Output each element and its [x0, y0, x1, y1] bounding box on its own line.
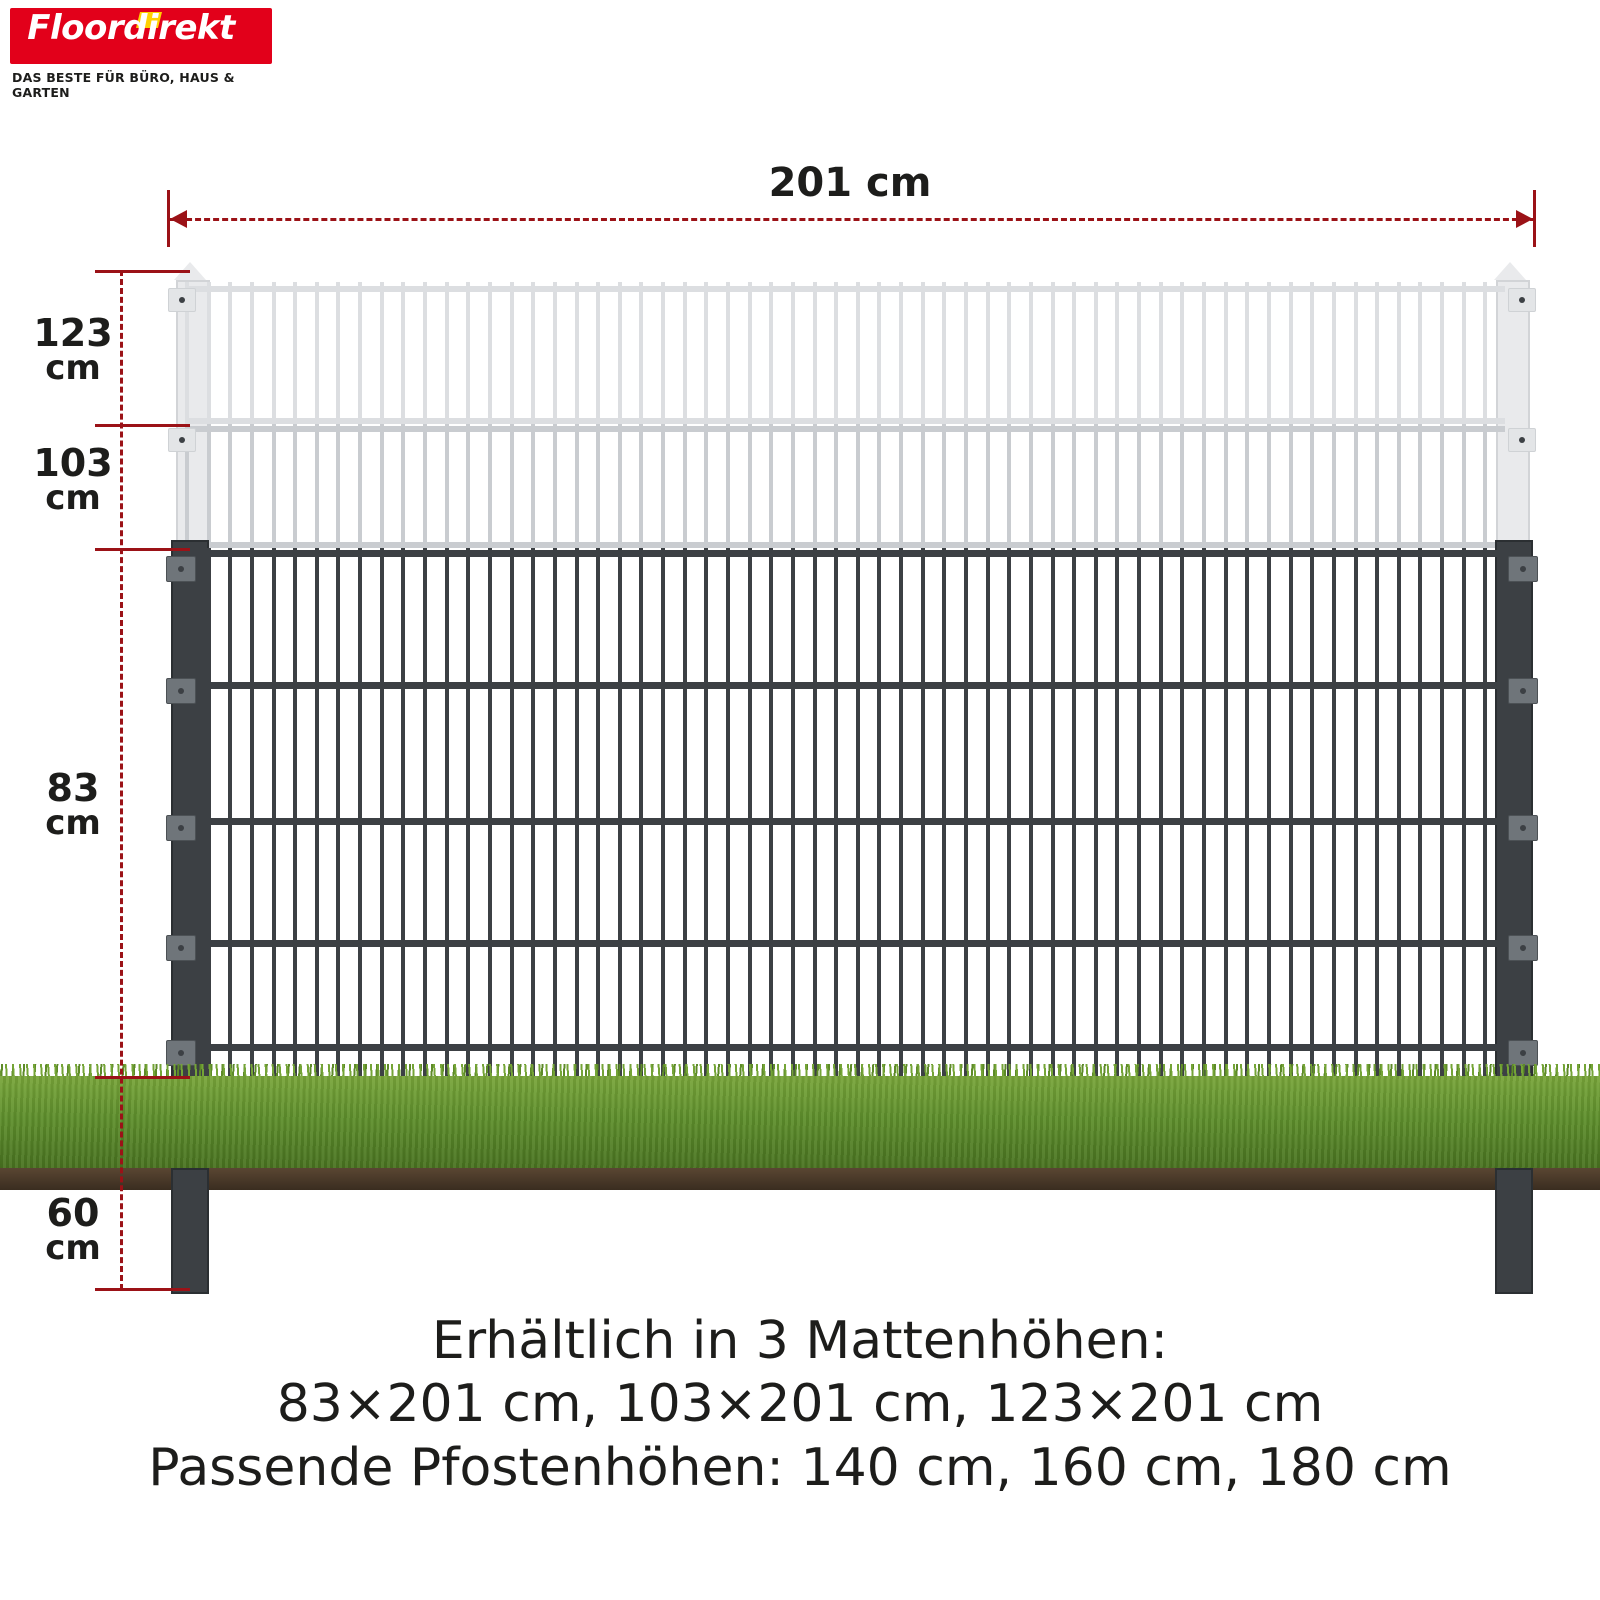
clip-1-left [166, 556, 196, 582]
post-left-underground [171, 1168, 209, 1294]
mesh-vertical-wire [1397, 282, 1401, 424]
mesh-vertical-wire [1332, 548, 1336, 1076]
mesh-vertical-wire [618, 424, 622, 548]
mesh-vertical-wire [1202, 424, 1206, 548]
height-tick-top [95, 270, 190, 273]
mesh-vertical-wire [1224, 548, 1228, 1076]
width-dimension-line [168, 218, 1536, 221]
mesh-vertical-wire [964, 548, 968, 1076]
mesh-vertical-wire [575, 424, 579, 548]
post-right-underground [1495, 1168, 1533, 1294]
mesh-vertical-wire [1094, 282, 1098, 424]
logo-tagline: DAS BESTE FÜR BÜRO, HAUS & GARTEN [12, 70, 235, 100]
mesh-vertical-wire [1115, 282, 1119, 424]
mesh-vertical-wire [1180, 548, 1184, 1076]
mesh-vertical-wire [942, 548, 946, 1076]
mesh-vertical-wire [1289, 424, 1293, 548]
clip-mid-left [168, 428, 196, 452]
mesh-vertical-wire [877, 424, 881, 548]
mesh-vertical-wire [986, 424, 990, 548]
mesh-vertical-wire [964, 282, 968, 424]
mesh-vertical-wire [1137, 282, 1141, 424]
mesh-vertical-wire [380, 424, 384, 548]
mesh-vertical-wire [466, 548, 470, 1076]
height-label-83-value: 83 [46, 766, 100, 810]
ghost-post-cap-right [1494, 262, 1526, 280]
mesh-vertical-wire [1354, 548, 1358, 1076]
mesh-vertical-wire [1462, 424, 1466, 548]
mesh-vertical-wire [488, 282, 492, 424]
soil-line [0, 1168, 1600, 1190]
height-label-60-unit: cm [45, 1228, 101, 1269]
mesh-vertical-wire [336, 282, 340, 424]
mesh-vertical-wire [639, 282, 643, 424]
mesh-vertical-wire [510, 424, 514, 548]
mesh-vertical-wire [813, 282, 817, 424]
mesh-vertical-wire [921, 548, 925, 1076]
mesh-vertical-wire [1310, 282, 1314, 424]
clip-4-left [166, 935, 196, 961]
mesh-vertical-wire [661, 548, 665, 1076]
mesh-vertical-wire [1354, 282, 1358, 424]
mesh-vertical-wire [1051, 424, 1055, 548]
mesh-vertical-wire [748, 282, 752, 424]
mesh-vertical-wire [856, 282, 860, 424]
mesh-vertical-wire [1159, 424, 1163, 548]
mesh-vertical-wire [726, 424, 730, 548]
clip-3-left [166, 815, 196, 841]
mesh-vertical-wire [856, 548, 860, 1076]
mesh-vertical-wire [488, 548, 492, 1076]
mesh-vertical-wire [1397, 424, 1401, 548]
mesh-vertical-wire [639, 548, 643, 1076]
mesh-vertical-wire [1007, 282, 1011, 424]
mesh-vertical-wire [877, 548, 881, 1076]
mesh-vertical-wire [1289, 282, 1293, 424]
mesh-vertical-wire [1462, 282, 1466, 424]
mesh-vertical-wire [336, 548, 340, 1076]
mesh-vertical-wire [1289, 548, 1293, 1076]
mesh-vertical-wire [207, 424, 211, 548]
mesh-vertical-wire [791, 282, 795, 424]
mesh-vertical-wire [856, 424, 860, 548]
mesh-horizontal-wire [185, 286, 1505, 292]
mesh-vertical-wire [315, 282, 319, 424]
mesh-vertical-wire [207, 548, 211, 1076]
mesh-vertical-wire [1332, 424, 1336, 548]
mesh-vertical-wire [1029, 548, 1033, 1076]
mesh-vertical-wire [553, 548, 557, 1076]
mesh-vertical-wire [921, 424, 925, 548]
clip-5-right [1508, 1040, 1538, 1066]
mesh-vertical-wire [704, 424, 708, 548]
mesh-vertical-wire [250, 282, 254, 424]
mesh-vertical-wire [272, 282, 276, 424]
mesh-vertical-wire [748, 548, 752, 1076]
mesh-vertical-wire [1051, 548, 1055, 1076]
mesh-vertical-wire [986, 548, 990, 1076]
height-label-123-value: 123 [33, 311, 113, 355]
mesh-vertical-wire [986, 282, 990, 424]
height-label-60 [18, 1191, 128, 1269]
mesh-vertical-wire [834, 548, 838, 1076]
mesh-vertical-wire [1354, 424, 1358, 548]
mesh-vertical-wire [531, 548, 535, 1076]
mesh-horizontal-wire [185, 550, 1505, 557]
width-dimension-cap-right [1533, 190, 1536, 247]
mesh-horizontal-wire [185, 682, 1505, 689]
arrow-left-icon [170, 210, 187, 228]
mesh-vertical-wire [358, 424, 362, 548]
clip-3-right [1508, 815, 1538, 841]
mesh-horizontal-wire [185, 818, 1505, 825]
mesh-vertical-wire [1094, 548, 1098, 1076]
mesh-vertical-wire [185, 548, 189, 1076]
mesh-vertical-wire [1462, 548, 1466, 1076]
mesh-vertical-wire [899, 282, 903, 424]
mesh-vertical-wire [791, 424, 795, 548]
mesh-vertical-wire [293, 424, 297, 548]
mesh-vertical-wire [1310, 548, 1314, 1076]
mesh-vertical-wire [769, 424, 773, 548]
mesh-vertical-wire [1397, 548, 1401, 1076]
mesh-vertical-wire [272, 424, 276, 548]
mesh-vertical-wire [1072, 282, 1076, 424]
mesh-vertical-wire [683, 424, 687, 548]
mesh-vertical-wire [531, 424, 535, 548]
mesh-vertical-wire [575, 548, 579, 1076]
mesh-vertical-wire [531, 282, 535, 424]
mesh-vertical-wire [1375, 282, 1379, 424]
mesh-vertical-wire [423, 424, 427, 548]
caption-line-1: Erhältlich in 3 Mattenhöhen: [431, 1311, 1169, 1371]
height-label-60-value: 60 [46, 1191, 100, 1235]
mesh-vertical-wire [466, 282, 470, 424]
clip-1-right [1508, 556, 1538, 582]
mesh-vertical-wire [1180, 424, 1184, 548]
mesh-vertical-wire [1159, 282, 1163, 424]
height-label-123-unit: cm [45, 348, 101, 389]
mesh-vertical-wire [791, 548, 795, 1076]
height-label-103-value: 103 [33, 441, 113, 485]
mesh-vertical-wire [834, 282, 838, 424]
mesh-vertical-wire [942, 282, 946, 424]
mesh-vertical-wire [661, 282, 665, 424]
mesh-panel-103 [185, 424, 1505, 548]
mesh-vertical-wire [769, 548, 773, 1076]
mesh-vertical-wire [553, 282, 557, 424]
mesh-vertical-wire [1202, 548, 1206, 1076]
clip-top-right [1508, 288, 1536, 312]
mesh-vertical-wire [1115, 548, 1119, 1076]
mesh-vertical-wire [510, 548, 514, 1076]
mesh-vertical-wire [553, 424, 557, 548]
mesh-vertical-wire [1224, 282, 1228, 424]
mesh-vertical-wire [1245, 424, 1249, 548]
mesh-vertical-wire [358, 282, 362, 424]
mesh-vertical-wire [877, 282, 881, 424]
clip-2-right [1508, 678, 1538, 704]
mesh-horizontal-wire [185, 1044, 1505, 1051]
mesh-vertical-wire [250, 548, 254, 1076]
mesh-vertical-wire [575, 282, 579, 424]
height-label-83-unit: cm [45, 803, 101, 844]
mesh-vertical-wire [293, 548, 297, 1076]
mesh-vertical-wire [1245, 282, 1249, 424]
mesh-vertical-wire [1267, 548, 1271, 1076]
mesh-vertical-wire [1224, 424, 1228, 548]
mesh-vertical-wire [683, 548, 687, 1076]
mesh-vertical-wire [899, 548, 903, 1076]
mesh-vertical-wire [1137, 424, 1141, 548]
mesh-vertical-wire [618, 548, 622, 1076]
height-label-103 [18, 441, 128, 519]
mesh-vertical-wire [358, 548, 362, 1076]
mesh-vertical-wire [813, 424, 817, 548]
mesh-vertical-wire [596, 282, 600, 424]
mesh-vertical-wire [964, 424, 968, 548]
mesh-vertical-wire [1483, 548, 1487, 1076]
mesh-vertical-wire [1094, 424, 1098, 548]
arrow-right-icon [1516, 210, 1533, 228]
clip-mid-right [1508, 428, 1536, 452]
mesh-vertical-wire [336, 424, 340, 548]
clip-4-right [1508, 935, 1538, 961]
mesh-vertical-wire [639, 424, 643, 548]
mesh-vertical-wire [618, 282, 622, 424]
mesh-vertical-wire [899, 424, 903, 548]
mesh-vertical-wire [423, 282, 427, 424]
mesh-vertical-wire [510, 282, 514, 424]
height-tick-123 [95, 424, 190, 427]
mesh-vertical-wire [1418, 282, 1422, 424]
mesh-vertical-wire [380, 548, 384, 1076]
mesh-vertical-wire [1267, 424, 1271, 548]
height-label-103-unit: cm [45, 478, 101, 519]
caption-line-2: 83×201 cm, 103×201 cm, 123×201 cm [276, 1374, 1324, 1435]
mesh-vertical-wire [1051, 282, 1055, 424]
mesh-vertical-wire [1007, 424, 1011, 548]
mesh-vertical-wire [704, 548, 708, 1076]
mesh-vertical-wire [834, 424, 838, 548]
mesh-vertical-wire [272, 548, 276, 1076]
mesh-vertical-wire [1029, 424, 1033, 548]
mesh-vertical-wire [445, 424, 449, 548]
mesh-vertical-wire [228, 424, 232, 548]
mesh-vertical-wire [380, 282, 384, 424]
mesh-vertical-wire [661, 424, 665, 548]
mesh-vertical-wire [813, 548, 817, 1076]
mesh-vertical-wire [596, 424, 600, 548]
mesh-vertical-wire [1007, 548, 1011, 1076]
mesh-vertical-wire [401, 424, 405, 548]
mesh-vertical-wire [1483, 282, 1487, 424]
mesh-vertical-wire [207, 282, 211, 424]
mesh-vertical-wire [228, 548, 232, 1076]
mesh-vertical-wire [488, 424, 492, 548]
clip-5-left [166, 1040, 196, 1066]
mesh-vertical-wire [250, 424, 254, 548]
mesh-vertical-wire [466, 424, 470, 548]
width-dimension-label: 201 cm [768, 160, 932, 206]
mesh-vertical-wire [423, 548, 427, 1076]
mesh-vertical-wire [293, 282, 297, 424]
mesh-vertical-wire [1202, 282, 1206, 424]
mesh-vertical-wire [445, 548, 449, 1076]
mesh-vertical-wire [1245, 548, 1249, 1076]
mesh-vertical-wire [1137, 548, 1141, 1076]
mesh-vertical-wire [726, 548, 730, 1076]
mesh-panel-83 [185, 548, 1505, 1076]
mesh-horizontal-wire [185, 426, 1505, 432]
height-tick-103 [95, 548, 190, 551]
mesh-vertical-wire [1483, 424, 1487, 548]
mesh-vertical-wire [1310, 424, 1314, 548]
mesh-vertical-wire [942, 424, 946, 548]
mesh-vertical-wire [315, 548, 319, 1076]
height-tick-ground [95, 1076, 190, 1079]
mesh-vertical-wire [704, 282, 708, 424]
mesh-vertical-wire [921, 282, 925, 424]
mesh-vertical-wire [1375, 424, 1379, 548]
mesh-vertical-wire [401, 282, 405, 424]
mesh-vertical-wire [315, 424, 319, 548]
mesh-vertical-wire [596, 548, 600, 1076]
mesh-vertical-wire [1418, 548, 1422, 1076]
mesh-vertical-wire [1440, 548, 1444, 1076]
mesh-vertical-wire [228, 282, 232, 424]
mesh-vertical-wire [445, 282, 449, 424]
mesh-vertical-wire [1180, 282, 1184, 424]
clip-top-left [168, 288, 196, 312]
mesh-vertical-wire [748, 424, 752, 548]
caption-line-3: Passende Pfostenhöhen: 140 cm, 160 cm, 180 cm [148, 1437, 1452, 1498]
mesh-vertical-wire [1072, 424, 1076, 548]
mesh-vertical-wire [1159, 548, 1163, 1076]
height-label-123 [18, 311, 128, 389]
mesh-panel-123 [185, 282, 1505, 424]
mesh-vertical-wire [1267, 282, 1271, 424]
mesh-vertical-wire [726, 282, 730, 424]
mesh-vertical-wire [1029, 282, 1033, 424]
height-tick-bottom [95, 1288, 190, 1291]
mesh-vertical-wire [1418, 424, 1422, 548]
mesh-horizontal-wire [185, 940, 1505, 947]
mesh-vertical-wire [769, 282, 773, 424]
mesh-vertical-wire [683, 282, 687, 424]
height-label-83 [18, 766, 128, 844]
mesh-vertical-wire [1375, 548, 1379, 1076]
mesh-vertical-wire [1332, 282, 1336, 424]
mesh-vertical-wire [1115, 424, 1119, 548]
logo-wordmark: Floordirekt [27, 8, 235, 48]
mesh-vertical-wire [401, 548, 405, 1076]
mesh-vertical-wire [1072, 548, 1076, 1076]
mesh-vertical-wire [1440, 282, 1444, 424]
caption-block [0, 1310, 1600, 1500]
clip-2-left [166, 678, 196, 704]
mesh-vertical-wire [1440, 424, 1444, 548]
grass-layer [0, 1076, 1600, 1172]
